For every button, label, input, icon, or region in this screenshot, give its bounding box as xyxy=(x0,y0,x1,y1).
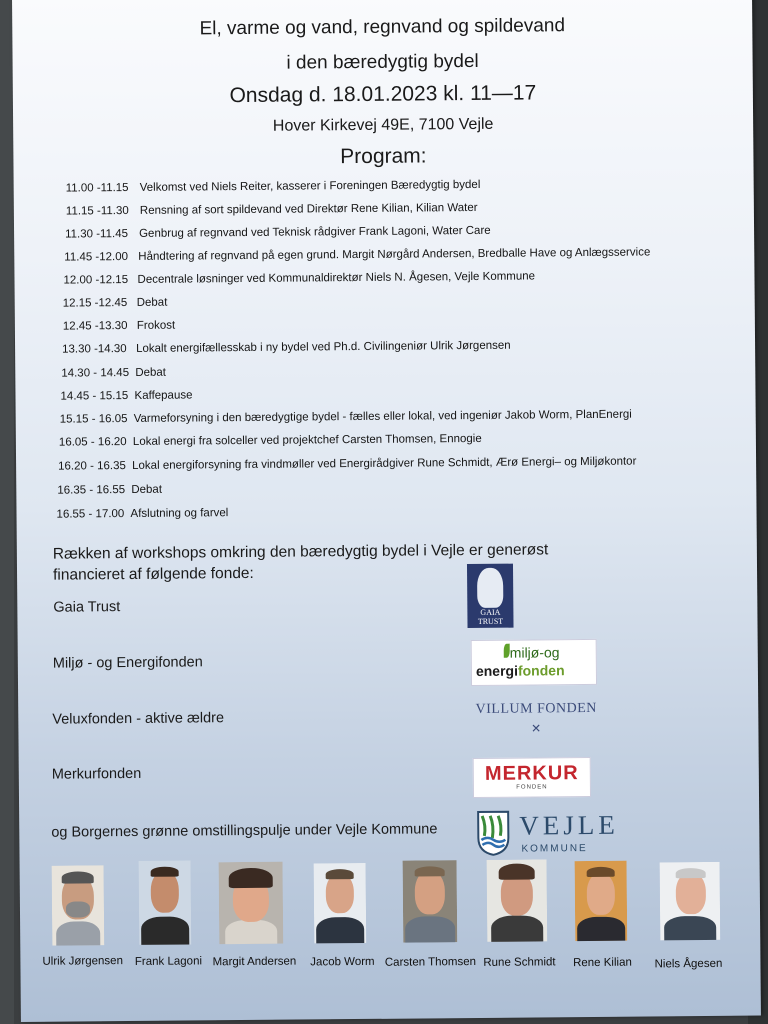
speaker-name: Rune Schmidt xyxy=(483,956,556,969)
program-item xyxy=(64,246,650,263)
program-item xyxy=(59,433,482,449)
gaia-trust-logo xyxy=(467,564,514,628)
program-item xyxy=(66,202,478,218)
program-text: Decentrale løsninger ved Kommunaldirektør Niels N. Ågesen, Vejle Kommune xyxy=(137,270,536,286)
villum-fonden-logo xyxy=(470,701,602,737)
speaker-photo-carsten xyxy=(403,860,458,942)
program-item xyxy=(65,225,491,241)
program-time: 16.20 - 16.35 xyxy=(58,460,126,473)
miljo-logo-bottom xyxy=(476,662,565,679)
title-line-2: i den bæredygtig bydel xyxy=(286,50,479,74)
program-item xyxy=(63,320,175,333)
background-left-edge xyxy=(0,0,14,1024)
speaker-name: Margit Andersen xyxy=(212,955,297,969)
merkur-fonden-logo xyxy=(473,757,591,798)
program-time: 12.15 -12.45 xyxy=(62,297,128,310)
program-time: 11.15 -11.30 xyxy=(65,204,129,218)
program-item xyxy=(58,456,636,473)
vejle-logo-text: VEJLE xyxy=(519,809,619,841)
fund-gaia-trust: Gaia Trust xyxy=(53,599,121,616)
speaker-name: Carsten Thomsen xyxy=(384,955,477,969)
program-item xyxy=(57,484,162,497)
villum-logo-text: VILLUM FONDEN xyxy=(475,700,597,717)
program-time: 11.00 -11.15 xyxy=(65,181,129,195)
program-heading: Program: xyxy=(340,144,427,169)
program-text: Lokalt energifællesskab i ny bydel ved Ph.d. Civilingeniør Ulrik Jørgensen xyxy=(136,339,511,355)
program-text: Debat xyxy=(131,483,163,496)
speaker-name: Frank Lagoni xyxy=(134,955,203,968)
miljo-logo-energi: energi xyxy=(475,662,518,679)
program-time: 16.35 - 16.55 xyxy=(57,484,126,497)
program-item xyxy=(61,367,166,380)
program-time: 12.45 -13.30 xyxy=(62,320,128,333)
program-time: 14.30 - 14.45 xyxy=(61,366,130,380)
program-time: 13.30 -14.30 xyxy=(62,343,127,356)
speaker-name: Rene Kilian xyxy=(572,956,632,970)
program-item xyxy=(60,389,192,402)
program-text: Kaffepause xyxy=(134,389,193,402)
program-text: Rensning af sort spildevand ved Direktør Rene Kilian, Kilian Water xyxy=(139,201,478,217)
speaker-photo-ulrik xyxy=(52,865,105,945)
speaker-photo-rene xyxy=(575,861,628,941)
program-text: Afslutning og farvel xyxy=(130,507,229,520)
speaker-photo-rune xyxy=(487,859,548,942)
program-text: Lokal energi fra solceller ved projektchef Carsten Thomsen, Ennogie xyxy=(132,432,482,448)
merkur-logo-text: MERKUR xyxy=(484,762,579,785)
program-item xyxy=(66,179,481,195)
event-date: Onsdag d. 18.01.2023 kl. 11—17 xyxy=(229,81,537,108)
program-item xyxy=(63,297,168,310)
program-item xyxy=(56,507,228,520)
program-text: Debat xyxy=(136,296,168,309)
program-time: 15.15 - 16.05 xyxy=(59,413,128,426)
title-line-1: El, varme og vand, regnvand og spildevand xyxy=(199,15,566,40)
program-text: Debat xyxy=(135,366,167,379)
speaker-photo-niels xyxy=(660,862,721,941)
vejle-crest-icon xyxy=(476,810,510,856)
event-address: Hover Kirkevej 49E, 7100 Vejle xyxy=(272,115,494,135)
fund-merkurfonden: Merkurfonden xyxy=(51,765,142,783)
program-text: Håndtering af regnvand på egen grund. Margit Nørgård Andersen, Bredballe Have og Anlægsservice xyxy=(138,246,651,263)
merkur-logo-sub: FONDEN xyxy=(516,784,548,791)
program-item xyxy=(62,340,511,356)
miljo-logo-fonden: fonden xyxy=(517,662,565,679)
program-item xyxy=(63,270,535,286)
program-text: Varmeforsyning i den bæredygtige bydel - fælles eller lokal, ved ingeniør Jakob Worm, PlanEnergi xyxy=(133,408,632,425)
villum-mark-icon: ✕ xyxy=(531,721,542,736)
fund-miljo-energifonden: Miljø - og Energifonden xyxy=(52,654,203,672)
speaker-name: Niels Ågesen xyxy=(654,957,723,971)
funding-intro-line-2: financieret af følgende fonde: xyxy=(52,564,254,584)
gaia-logo-text: GAIA TRUST xyxy=(477,607,504,626)
program-time: 12.00 -12.15 xyxy=(63,273,129,287)
program-item xyxy=(60,409,632,426)
vejle-logo-sub: KOMMUNE xyxy=(521,843,588,855)
program-text: Frokost xyxy=(136,319,176,332)
fund-vejle-kommune: og Borgernes grønne omstillingspulje under Vejle Kommune xyxy=(51,821,438,841)
speaker-photo-frank xyxy=(139,860,192,944)
flyer xyxy=(12,0,761,1022)
program-text: Velkomst ved Niels Reiter, kasserer i Foreningen Bæredygtig bydel xyxy=(139,178,481,194)
program-time: 16.05 - 16.20 xyxy=(58,436,127,449)
funding-intro-line-1: Rækken af workshops omkring den bæredygtig bydel i Vejle er generøst xyxy=(52,541,549,563)
program-time: 16.55 - 17.00 xyxy=(56,508,125,521)
miljo-logo-top: miljø-og xyxy=(509,644,560,661)
miljo-energifonden-logo xyxy=(471,639,597,686)
program-time: 14.45 - 15.15 xyxy=(60,390,129,403)
speaker-name: Jacob Worm xyxy=(310,955,375,969)
program-time: 11.45 -12.00 xyxy=(64,250,129,264)
speaker-photo-jacob xyxy=(314,863,367,943)
program-text: Lokal energiforsyning fra vindmøller ved Energirådgiver Rune Schmidt, Ærø Energi– og Miljøkontor xyxy=(132,455,637,472)
program-text: Genbrug af regnvand ved Teknisk rådgiver Frank Lagoni, Water Care xyxy=(139,224,491,240)
statue-icon xyxy=(477,568,503,608)
program-time: 11.30 -11.45 xyxy=(65,227,129,241)
speaker-name: Ulrik Jørgensen xyxy=(42,955,124,968)
fund-veluxfonden: Veluxfonden - aktive ældre xyxy=(52,710,225,728)
speaker-photo-margit xyxy=(219,862,284,945)
